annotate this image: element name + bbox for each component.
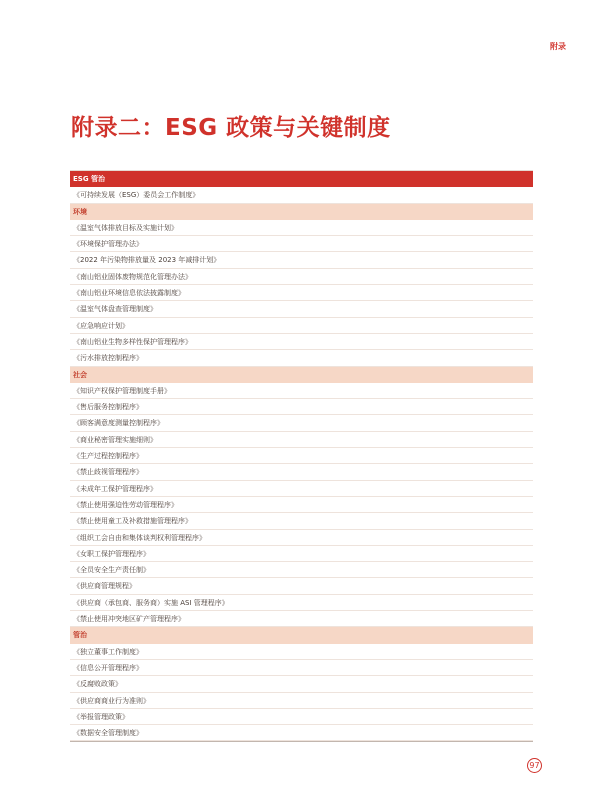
policy-row: 《全员安全生产责任制》 [70,562,533,578]
policy-row: 《温室气体盘查管理制度》 [70,301,533,317]
policy-table [70,170,533,742]
policy-row: 《未成年工保护管理程序》 [70,481,533,497]
page-number: 97 [527,758,542,773]
policy-row: 《信息公开管理程序》 [70,660,533,676]
policy-row: 《2022 年污染物排放量及 2023 年减排计划》 [70,252,533,268]
policy-row: 《供应商管理规程》 [70,578,533,594]
policy-row: 《数据安全管理制度》 [70,725,533,741]
policy-row: 《环境保护管理办法》 [70,236,533,252]
policy-row: 《组织工会自由和集体谈判权利管理程序》 [70,530,533,546]
policy-row: 《禁止歧视管理程序》 [70,464,533,480]
policy-row: 《温室气体排放目标及实施计划》 [70,220,533,236]
policy-row: 《女职工保护管理程序》 [70,546,533,562]
table-section-heading: ESG 管治 [70,171,533,187]
policy-row: 《独立董事工作制度》 [70,644,533,660]
policy-row: 《顾客满意度测量控制程序》 [70,415,533,431]
policy-row: 《供应商（承包商、服务商）实施 ASI 管理程序》 [70,595,533,611]
policy-row: 《应急响应计划》 [70,318,533,334]
table-section-heading: 社会 [70,367,533,383]
policy-row: 《知识产权保护管理制度手册》 [70,383,533,399]
table-section-heading: 管治 [70,627,533,643]
table-section-heading: 环境 [70,204,533,220]
page-title: 附录二：ESG 政策与关键制度 [71,115,391,141]
policy-row: 《禁止使用冲突地区矿产管理程序》 [70,611,533,627]
policy-row: 《售后服务控制程序》 [70,399,533,415]
policy-row: 《供应商商业行为准则》 [70,693,533,709]
policy-row: 《可持续发展（ESG）委员会工作制度》 [70,187,533,203]
policy-row: 《商业秘密管理实施细则》 [70,432,533,448]
policy-row: 《举报管理政策》 [70,709,533,725]
section-header-label: 附录 [550,42,566,51]
policy-row: 《反腐败政策》 [70,676,533,692]
policy-row: 《禁止使用童工及补救措施管理程序》 [70,513,533,529]
policy-row: 《污水排放控制程序》 [70,350,533,366]
policy-row: 《禁止使用强迫性劳动管理程序》 [70,497,533,513]
policy-row: 《南山铝业固体废物规范化管理办法》 [70,269,533,285]
policy-row: 《生产过程控制程序》 [70,448,533,464]
policy-row: 《南山铝业生物多样性保护管理程序》 [70,334,533,350]
policy-row: 《南山铝业环境信息依法披露制度》 [70,285,533,301]
